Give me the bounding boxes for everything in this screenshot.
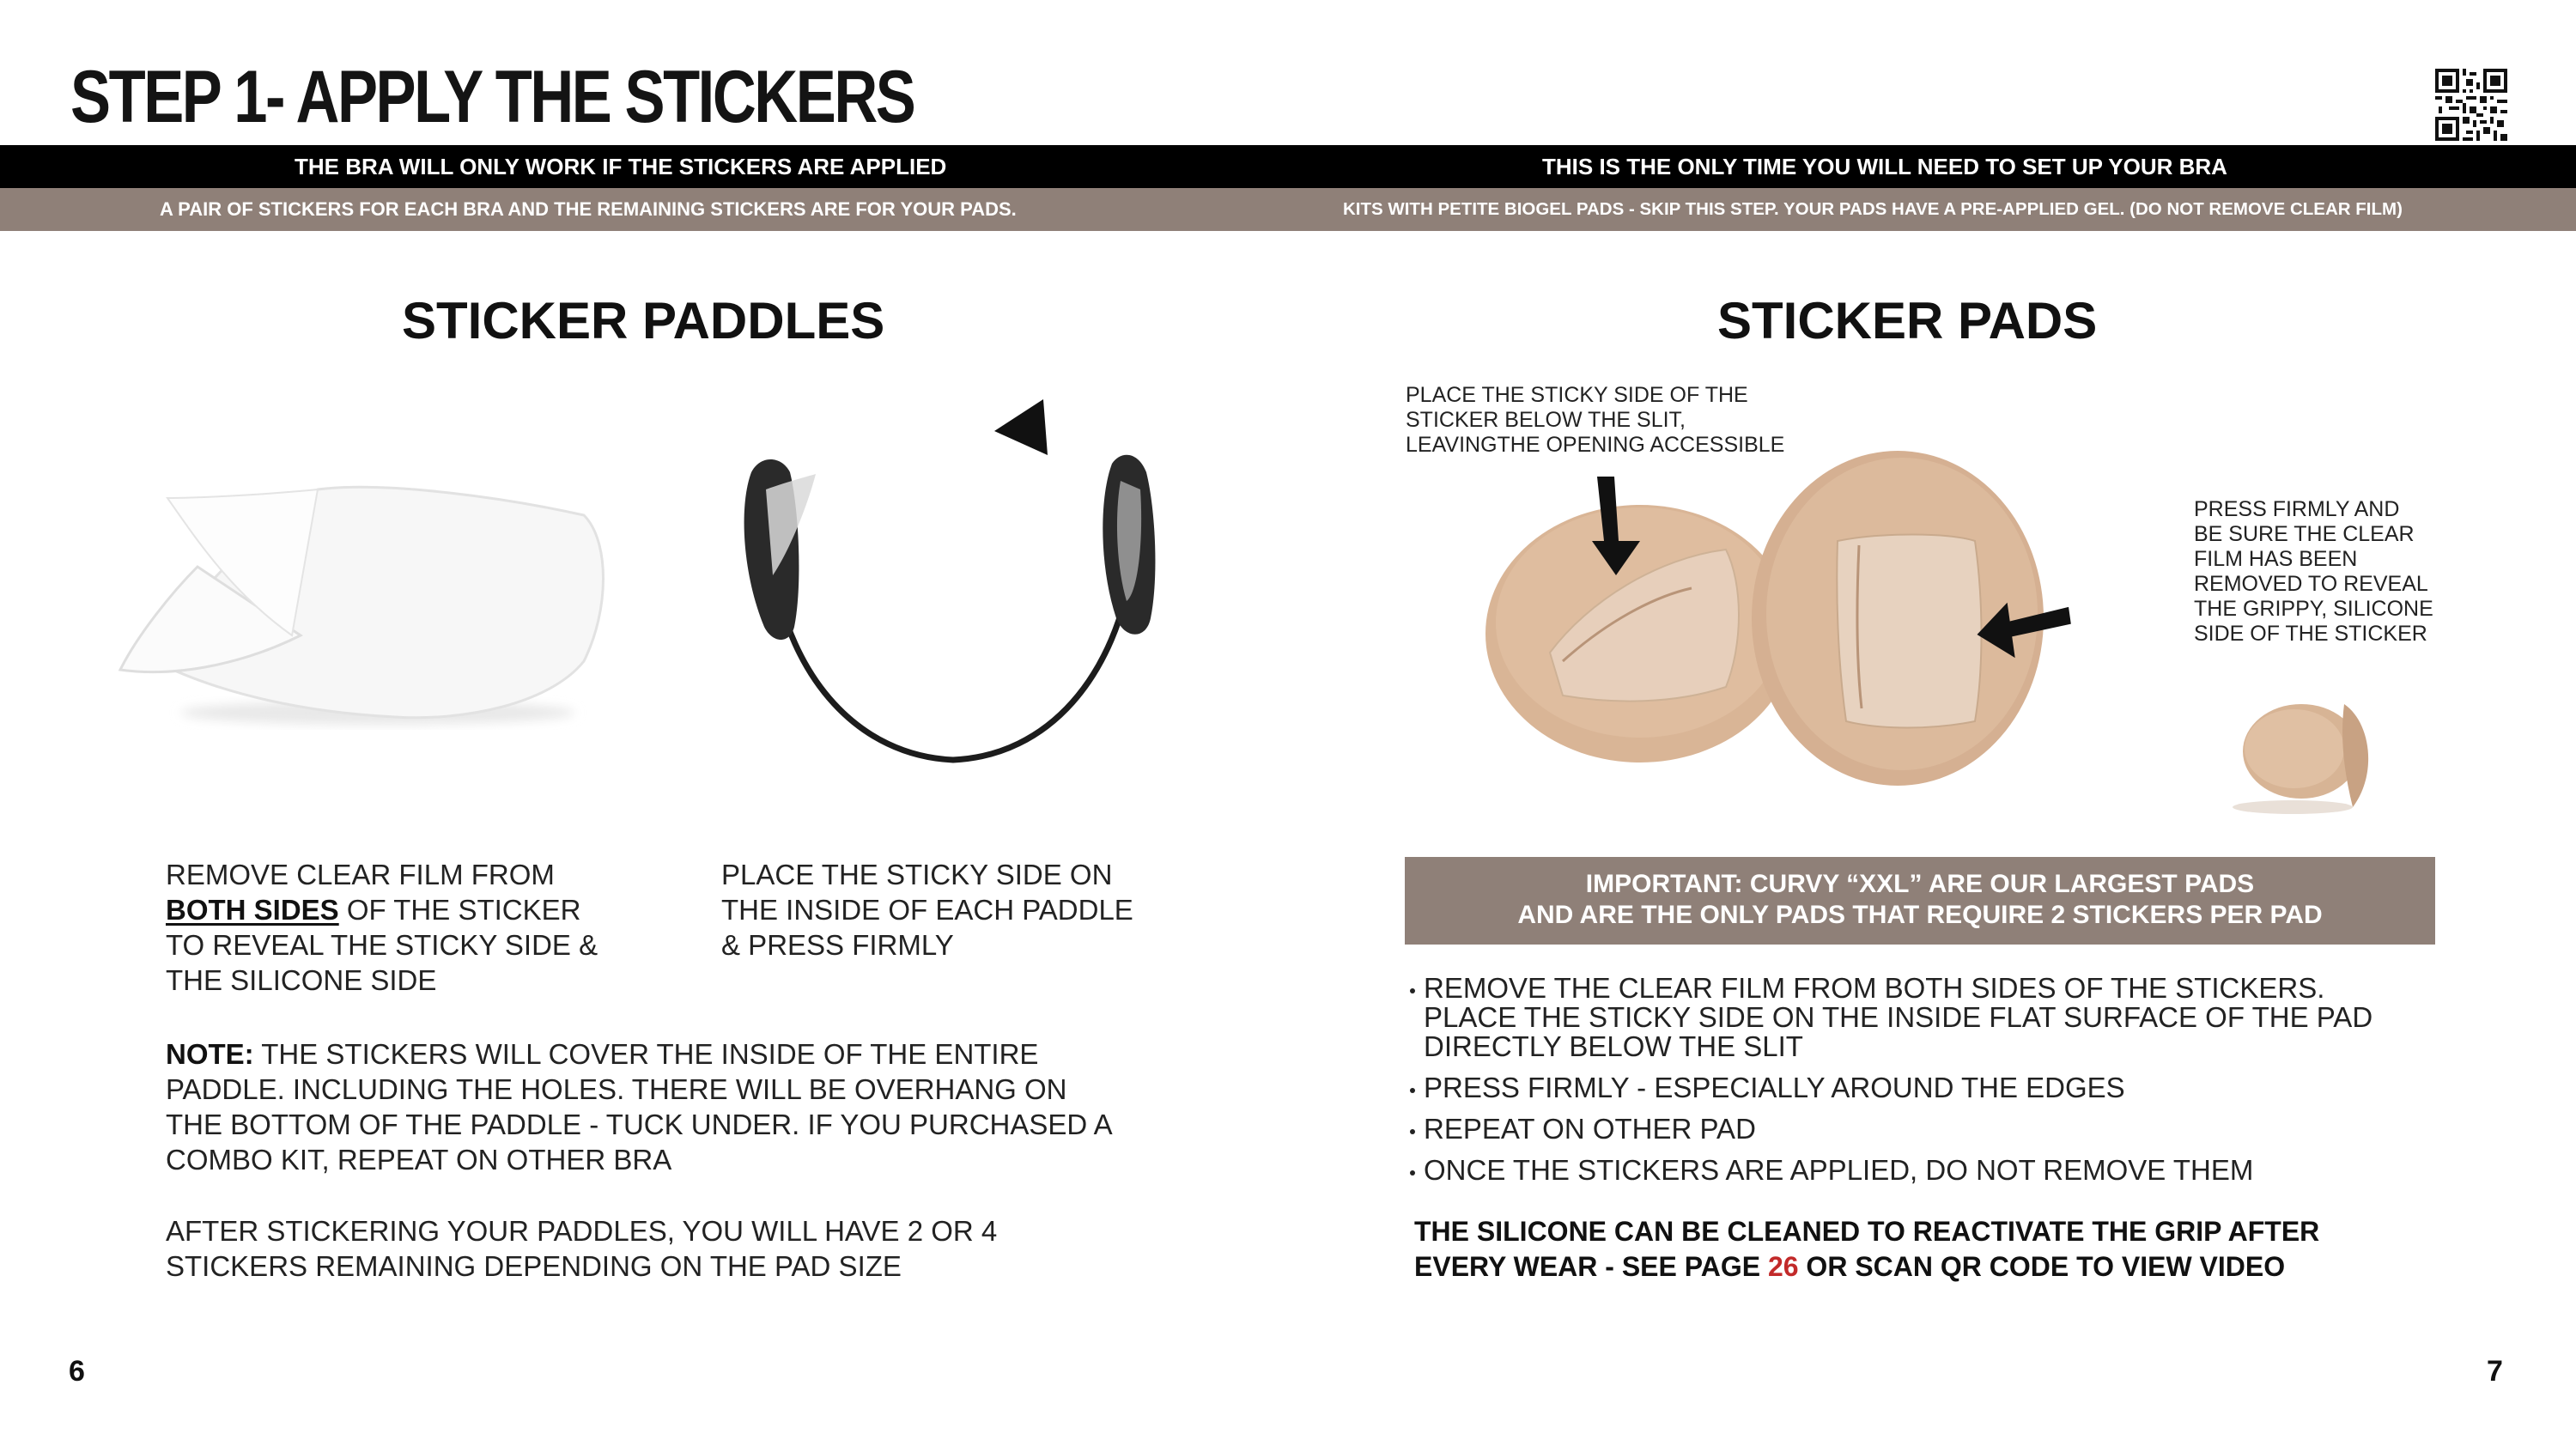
qr-code-icon xyxy=(2435,69,2507,141)
page-title: STEP 1- APPLY THE STICKERS xyxy=(70,56,914,138)
important-line-1: IMPORTANT: CURVY “XXL” ARE OUR LARGEST PADS xyxy=(1585,870,2255,898)
page-number-left: 6 xyxy=(69,1355,85,1388)
black-banner xyxy=(0,145,2576,188)
taupe-right-text: KITS WITH PETITE BIOGEL PADS - SKIP THIS STEP. YOUR PADS HAVE A PRE-APPLIED GEL. (DO NOT REMOVE CLEAR FILM) xyxy=(1343,199,2403,219)
cleaning-note: THE SILICONE CAN BE CLEANED TO REACTIVATE THE GRIP AFTER EVERY WEAR - SEE PAGE 26 OR SCAN QR CODE TO VIEW VIDEO xyxy=(1414,1216,2320,1282)
pads-illustration xyxy=(1468,447,2396,824)
taupe-left-text: A PAIR OF STICKERS FOR EACH BRA AND THE REMAINING STICKERS ARE FOR YOUR PADS. xyxy=(160,198,1017,220)
section-title-paddles: STICKER PADDLES xyxy=(402,292,885,349)
after-stickering-text: AFTER STICKERING YOUR PADDLES, YOU WILL HAVE 2 OR 4 STICKERS REMAINING DEPENDING ON THE PAD SIZE xyxy=(166,1215,998,1282)
section-title-pads: STICKER PADS xyxy=(1717,292,2098,349)
callout-sticky-side: PLACE THE STICKY SIDE OF THE STICKER BELOW THE SLIT, LEAVINGTHE OPENING ACCESSIBLE xyxy=(1406,383,1785,457)
page-reference[interactable]: 26 xyxy=(1767,1251,1799,1282)
taupe-banner xyxy=(0,188,2576,231)
paddle-illustration xyxy=(721,395,1168,773)
page-number-right: 7 xyxy=(2487,1355,2503,1388)
list-item: REPEAT ON OTHER PAD xyxy=(1408,1115,2439,1144)
callout-press-firmly: PRESS FIRMLY AND BE SURE THE CLEAR FILM HAS BEEN REMOVED TO REVEAL THE GRIPPY, SILICONE SIDE OF THE STICKER xyxy=(2194,497,2433,646)
banner-left-text: THE BRA WILL ONLY WORK IF THE STICKERS ARE APPLIED xyxy=(295,154,947,179)
important-line-2: AND ARE THE ONLY PADS THAT REQUIRE 2 STICKERS PER PAD xyxy=(1517,901,2323,929)
list-item: ONCE THE STICKERS ARE APPLIED, DO NOT REMOVE THEM xyxy=(1408,1156,2439,1185)
sticker-illustration xyxy=(103,464,618,738)
step-place-sticker: PLACE THE STICKY SIDE ON THE INSIDE OF EACH PADDLE & PRESS FIRMLY xyxy=(721,859,1133,961)
step-remove-film: REMOVE CLEAR FILM FROM BOTH SIDES OF THE STICKER TO REVEAL THE STICKY SIDE & THE SILICONE SIDE xyxy=(166,859,598,996)
note-text: NOTE: THE STICKERS WILL COVER THE INSIDE OF THE ENTIRE PADDLE. INCLUDING THE HOLES. THERE WILL BE OVERHANG ON THE BOTTOM OF THE PADDLE - TUCK UNDER. IF YOU PURCHASED A COMBO KIT, REPEAT ON OTHER BRA xyxy=(166,1038,1113,1176)
qr-code[interactable] xyxy=(2435,69,2507,141)
list-item: PRESS FIRMLY - ESPECIALLY AROUND THE EDGES xyxy=(1408,1073,2439,1103)
pad-instructions-list xyxy=(1408,974,2439,1197)
arrow-icon xyxy=(994,399,1048,455)
banner-right-text: THIS IS THE ONLY TIME YOU WILL NEED TO SET UP YOUR BRA xyxy=(1542,154,2227,179)
list-item: REMOVE THE CLEAR FILM FROM BOTH SIDES OF THE STICKERS. PLACE THE STICKY SIDE ON THE INSIDE FLAT SURFACE OF THE PAD DIRECTLY BELOW THE SLIT xyxy=(1408,974,2439,1061)
important-notice xyxy=(1405,857,2435,945)
